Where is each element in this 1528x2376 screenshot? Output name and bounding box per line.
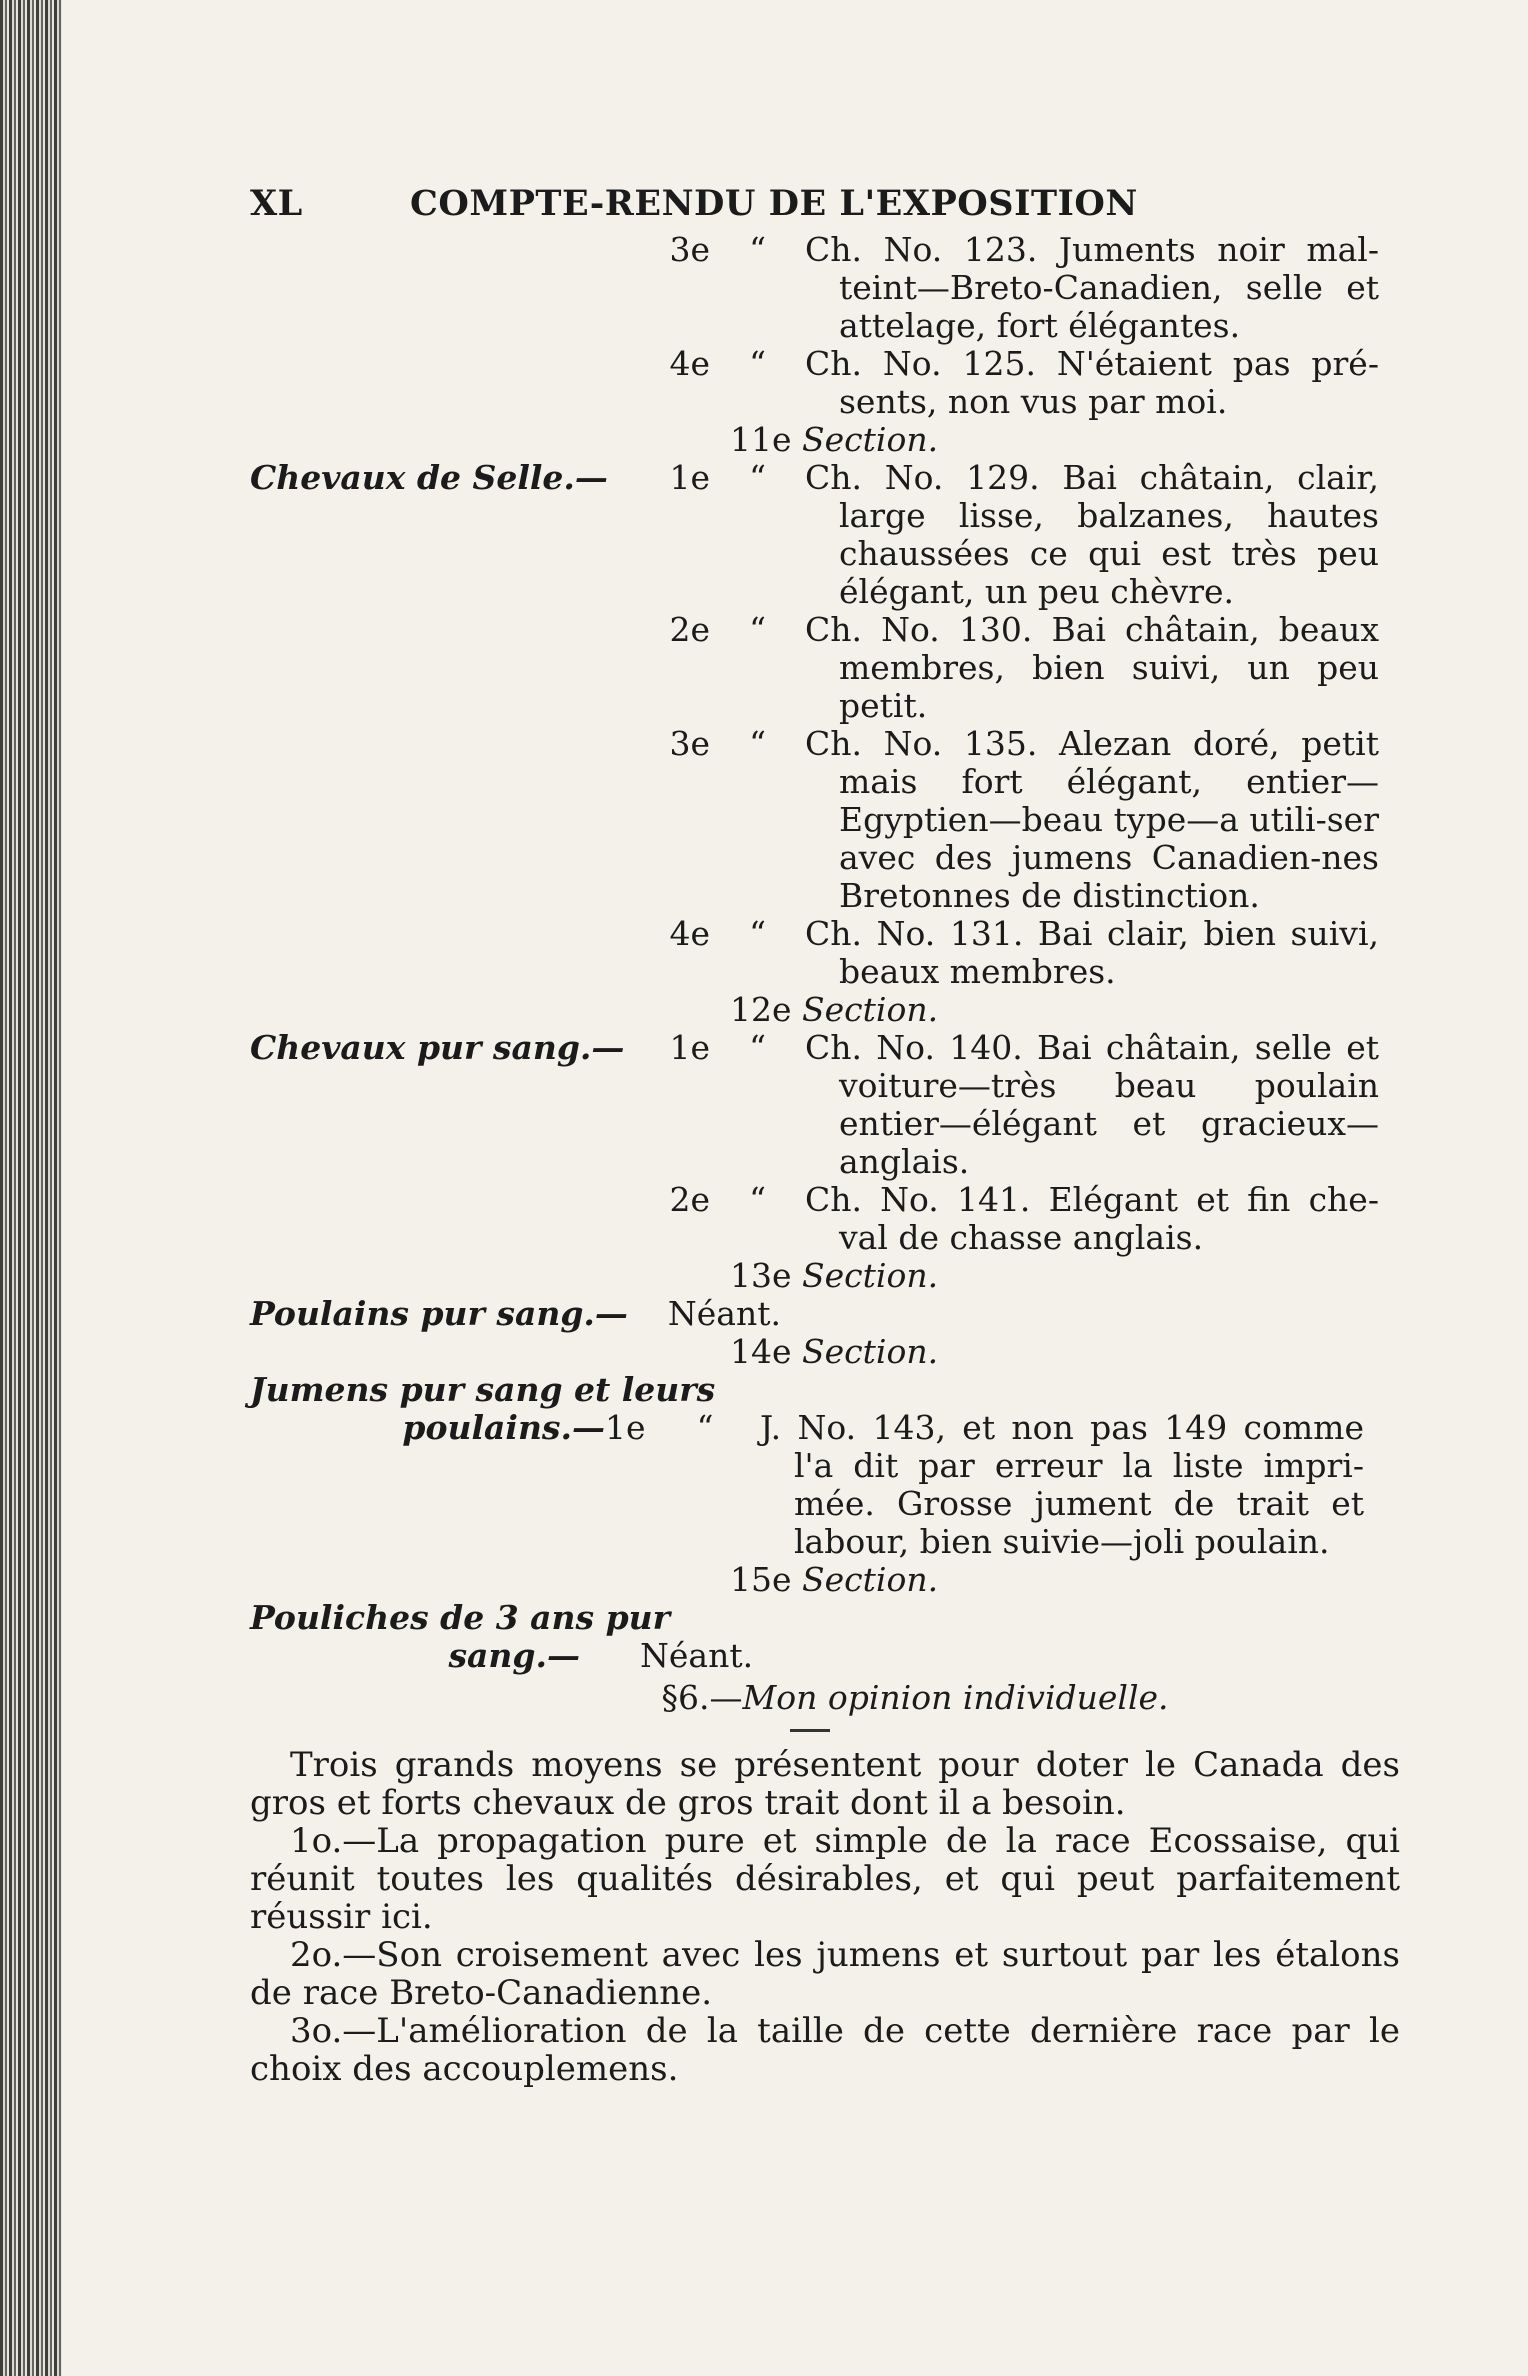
- entry-rank: 1e: [669, 458, 710, 497]
- neant-value: Néant.: [640, 1636, 754, 1675]
- section-12-entries: [250, 1029, 1400, 1257]
- running-title: COMPTE-RENDU DE L'EXPOSITION: [410, 183, 1138, 224]
- entry-description: Ch. No. 135. Alezan doré, petit mais fort élégant, entier—Egyptien—beau type—a utili-ser avec des jumens Canadien-nes Bretonnes de distinction.: [805, 724, 1379, 915]
- ditto-mark: “: [749, 230, 766, 269]
- category-label: Chevaux pur sang.—: [250, 1028, 625, 1067]
- section-15-entry: [250, 1599, 1400, 1675]
- ditto-mark: “: [749, 1028, 766, 1067]
- entry-row: [250, 1029, 1400, 1181]
- entry-row: [250, 459, 1400, 611]
- subsection-title: Mon opinion individuelle.: [742, 1678, 1169, 1717]
- category-label-cont: poulains.—: [402, 1408, 605, 1447]
- ditto-mark: “: [749, 344, 766, 383]
- section-mark: §6.—: [661, 1678, 743, 1717]
- ditto-mark: “: [749, 914, 766, 953]
- category-label-cont: sang.—: [448, 1636, 580, 1675]
- entry-rank: 1e: [669, 1028, 710, 1067]
- entry-description: Ch. No. 125. N'étaient pas pré-sents, non vus par moi.: [805, 344, 1379, 421]
- entry-description: Ch. No. 140. Bai châtain, selle et voiture—très beau poulain entier—élégant et gracieux—anglais.: [805, 1028, 1379, 1181]
- section-heading-12: 12e Section.: [730, 990, 939, 1029]
- entry-row: [250, 1409, 1400, 1561]
- book-spine-edge: [0, 0, 62, 2376]
- paragraph: 3o.—L'amélioration de la taille de cette dernière race par le choix des accouplemens.: [250, 2011, 1400, 2089]
- entry-rank: 3e: [669, 724, 710, 763]
- ditto-mark: “: [749, 724, 766, 763]
- entry-rank: 2e: [669, 610, 710, 649]
- entry-description: Ch. No. 130. Bai châtain, beaux membres, bien suivi, un peu petit.: [805, 610, 1379, 725]
- entry-rank: 4e: [669, 344, 710, 383]
- subsection-heading: [250, 1679, 1400, 1717]
- paragraph: 1o.—La propagation pure et simple de la race Ecossaise, qui réunit toutes les qualités désirables, et qui peut parfaitement réussir ici.: [250, 1821, 1400, 1937]
- paragraph: Trois grands moyens se présentent pour doter le Canada des gros et forts chevaux de gros trait dont il a besoin.: [250, 1745, 1400, 1823]
- entries-continued: [250, 231, 1400, 421]
- section-11-entries: [250, 459, 1400, 991]
- entry-description: Ch. No. 129. Bai châtain, clair, large lisse, balzanes, hautes chaussées ce qui est très peu élégant, un peu chèvre.: [805, 458, 1379, 611]
- entry-row: [250, 231, 1400, 345]
- entry-description: Ch. No. 131. Bai clair, bien suivi, beaux membres.: [805, 914, 1379, 991]
- category-label: Chevaux de Selle.—: [250, 458, 608, 497]
- entry-rank: 2e: [669, 1180, 710, 1219]
- section-heading-15: 15e Section.: [730, 1560, 939, 1599]
- entry-row: [250, 725, 1400, 915]
- section-14-entries: [250, 1371, 1400, 1561]
- document-page: [250, 185, 1400, 2088]
- divider: [790, 1729, 830, 1732]
- ditto-mark: “: [749, 1180, 766, 1219]
- section-heading-13: 13e Section.: [730, 1256, 939, 1295]
- entry-rank: 1e: [605, 1408, 646, 1447]
- entry-rank: 3e: [669, 230, 710, 269]
- section-heading-11: 11e Section.: [730, 420, 939, 459]
- entry-row: [250, 345, 1400, 421]
- entry-row: [250, 1181, 1400, 1257]
- entry-description: Ch. No. 123. Juments noir mal-teint—Breto-Canadien, selle et attelage, fort élégantes.: [805, 230, 1379, 345]
- category-label: Poulains pur sang.—: [250, 1294, 628, 1333]
- page-header: [250, 185, 1400, 223]
- ditto-mark: “: [749, 458, 766, 497]
- ditto-mark: “: [749, 610, 766, 649]
- entry-row: [250, 611, 1400, 725]
- category-label: Pouliches de 3 ans pur: [250, 1598, 671, 1637]
- entry-description: Ch. No. 141. Elégant et fin che-val de chasse anglais.: [805, 1180, 1379, 1257]
- entry-description: J. No. 143, et non pas 149 comme l'a dit par erreur la liste impri-mée. Grosse jument de trait et labour, bien suivie—joli poulain.: [760, 1408, 1364, 1561]
- entry-rank: 4e: [669, 914, 710, 953]
- paragraph: 2o.—Son croisement avec les jumens et surtout par les étalons de race Breto-Canadienne.: [250, 1935, 1400, 2013]
- category-label: Jumens pur sang et leurs: [250, 1370, 716, 1409]
- section-heading-14: 14e Section.: [730, 1332, 939, 1371]
- section-13-entry: [250, 1295, 1400, 1333]
- neant-value: Néant.: [667, 1294, 781, 1333]
- page-number: XL: [250, 183, 303, 224]
- entry-row: [250, 915, 1400, 991]
- ditto-mark: “: [696, 1408, 714, 1447]
